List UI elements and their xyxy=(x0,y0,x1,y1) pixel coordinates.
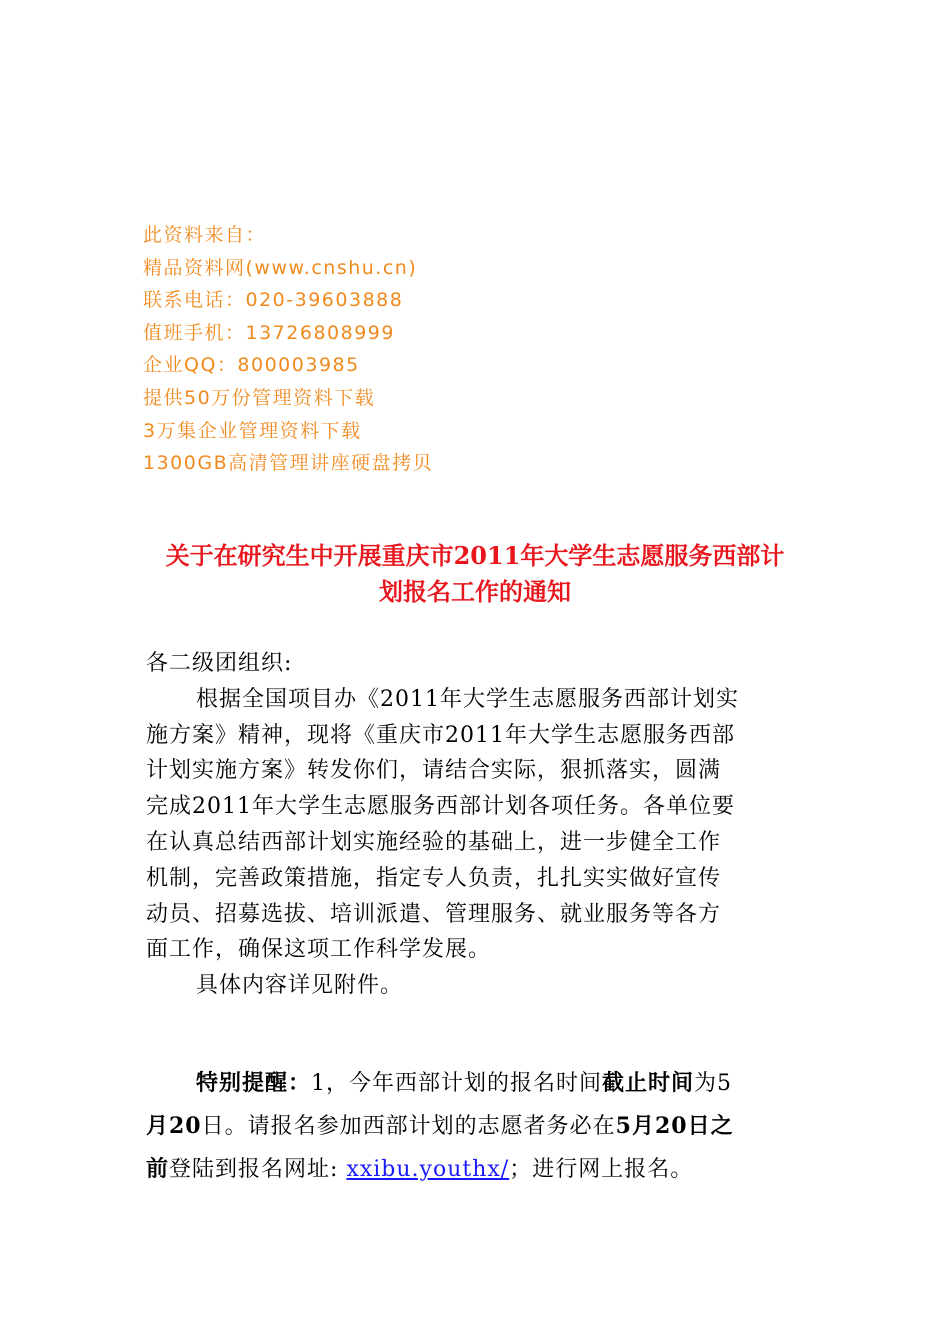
reminder-text: 日。请报名参加西部计划的志愿者务必在 xyxy=(201,1114,616,1139)
paragraph-line: 根据全国项目办《2011年大学生志愿服务西部计划实 xyxy=(196,686,739,712)
qq-line: 企业QQ：800003985 xyxy=(143,354,360,377)
document-title xyxy=(120,538,830,610)
registration-url-link[interactable]: xxibu.youthx/ xyxy=(346,1157,510,1182)
title-line-2: 划报名工作的通知 xyxy=(379,577,571,606)
deadline-date-emphasis: 5月20日之 xyxy=(615,1113,734,1139)
before-emphasis: 前 xyxy=(146,1156,170,1182)
reminder-text: 为5 xyxy=(694,1071,733,1096)
offer-line-1: 提供50万份管理资料下载 xyxy=(143,386,376,409)
source-line: 此资料来自： xyxy=(143,224,267,246)
deadline-date: 月20 xyxy=(146,1113,202,1139)
document-body xyxy=(146,646,806,1004)
attachment-note: 具体内容详见附件。 xyxy=(196,973,404,999)
paragraph-line: 计划实施方案》转发你们，请结合实际，狠抓落实，圆满 xyxy=(146,758,722,784)
reminder-text: 1，今年西部计划的报名时间 xyxy=(311,1071,603,1096)
mobile-line: 值班手机：13726808999 xyxy=(143,321,395,344)
paragraph-line: 施方案》精神，现将《重庆市2011年大学生志愿服务西部 xyxy=(146,722,735,748)
reminder-text: ；进行网上报名。 xyxy=(509,1157,694,1182)
offer-line-2: 3万集企业管理资料下载 xyxy=(143,419,362,442)
deadline-label: 截止时间 xyxy=(602,1070,695,1096)
website-line: 精品资料网(www.cnshu.cn) xyxy=(143,256,418,279)
reminder-text: 登陆到报名网址: xyxy=(169,1157,339,1182)
paragraph-line: 完成2011年大学生志愿服务西部计划各项任务。各单位要 xyxy=(146,794,735,820)
reminder-line-2 xyxy=(146,1105,816,1148)
paragraph-line: 面工作，确保这项工作科学发展。 xyxy=(146,937,492,963)
paragraph-line: 动员、招募选拔、培训派遣、管理服务、就业服务等各方 xyxy=(146,901,722,927)
phone-line: 联系电话：020-39603888 xyxy=(143,289,404,312)
paragraph-line: 在认真总结西部计划实施经验的基础上，进一步健全工作 xyxy=(146,829,722,855)
reminder-label: 特别提醒： xyxy=(196,1070,312,1096)
reminder-line-3 xyxy=(146,1148,816,1191)
reminder-line-1 xyxy=(146,1062,816,1105)
offer-line-3: 1300GB高清管理讲座硬盘拷贝 xyxy=(143,452,434,475)
source-info-block xyxy=(143,219,843,480)
paragraph-line: 机制，完善政策措施，指定专人负责，扎扎实实做好宣传 xyxy=(146,865,722,891)
title-line-1: 关于在研究生中开展重庆市2011年大学生志愿服务西部计 xyxy=(165,541,785,570)
salutation: 各二级团组织: xyxy=(146,651,293,676)
special-reminder xyxy=(146,1062,816,1191)
